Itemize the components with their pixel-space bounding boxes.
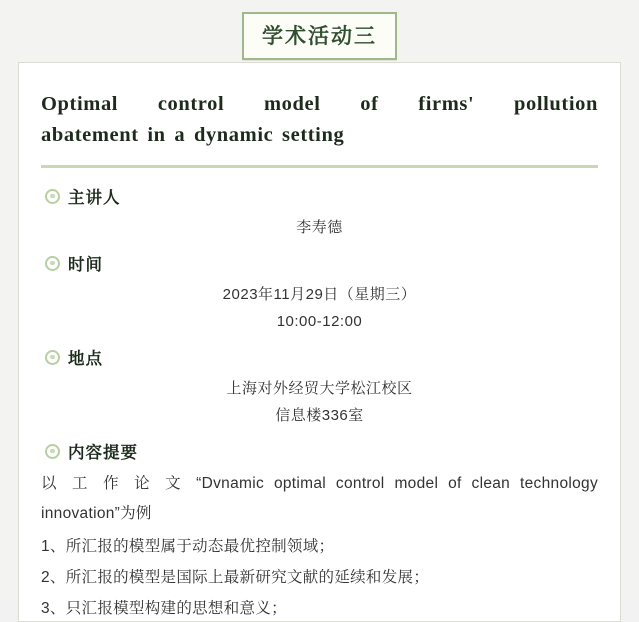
activity-badge: 学术活动三 [242,12,397,60]
bullet-icon [45,350,60,365]
section-time-date: 2023年11月29日（星期三） [222,286,417,303]
list-item: 1、所汇报的模型属于动态最优控制领域； [41,538,335,555]
list-item: 2、所汇报的模型是国际上最新研究文献的延续和发展； [41,569,430,586]
section-place-header [45,345,598,369]
section-speaker [41,184,598,241]
announcement-card [18,62,621,622]
section-time-label: 时间 [68,256,103,274]
list-item: 3、只汇报模型构建的思想和意义； [41,600,287,617]
section-speaker-label: 主讲人 [68,189,121,207]
section-time-hours: 10:00-12:00 [276,313,363,330]
page-title-line-1: Optimal control model of firms' pollution [41,93,598,115]
section-place [41,345,598,429]
section-speaker-header [45,184,598,208]
section-abstract-paragraph [41,469,598,529]
abstract-paragraph-line-2: innovation”为例 [41,505,152,522]
title-divider [41,165,598,168]
section-place-label: 地点 [68,350,103,368]
section-abstract [41,439,598,622]
bullet-icon [45,444,60,459]
section-time [41,251,598,335]
abstract-paragraph-line-1: 以 工 作 论 文 “Dvnamic optimal control model of clean technology [41,475,598,492]
section-speaker-value: 李寿德 [296,219,343,236]
section-abstract-header [45,439,598,463]
section-place-room: 信息楼336室 [275,407,364,424]
bullet-icon [45,256,60,271]
badge-row [0,0,639,60]
page-title [41,89,598,151]
bullet-icon [45,189,60,204]
section-place-campus: 上海对外经贸大学松江校区 [226,380,413,397]
section-time-header [45,251,598,275]
section-abstract-label: 内容提要 [68,444,138,462]
page-title-line-2: abatement in a dynamic setting [41,124,345,146]
